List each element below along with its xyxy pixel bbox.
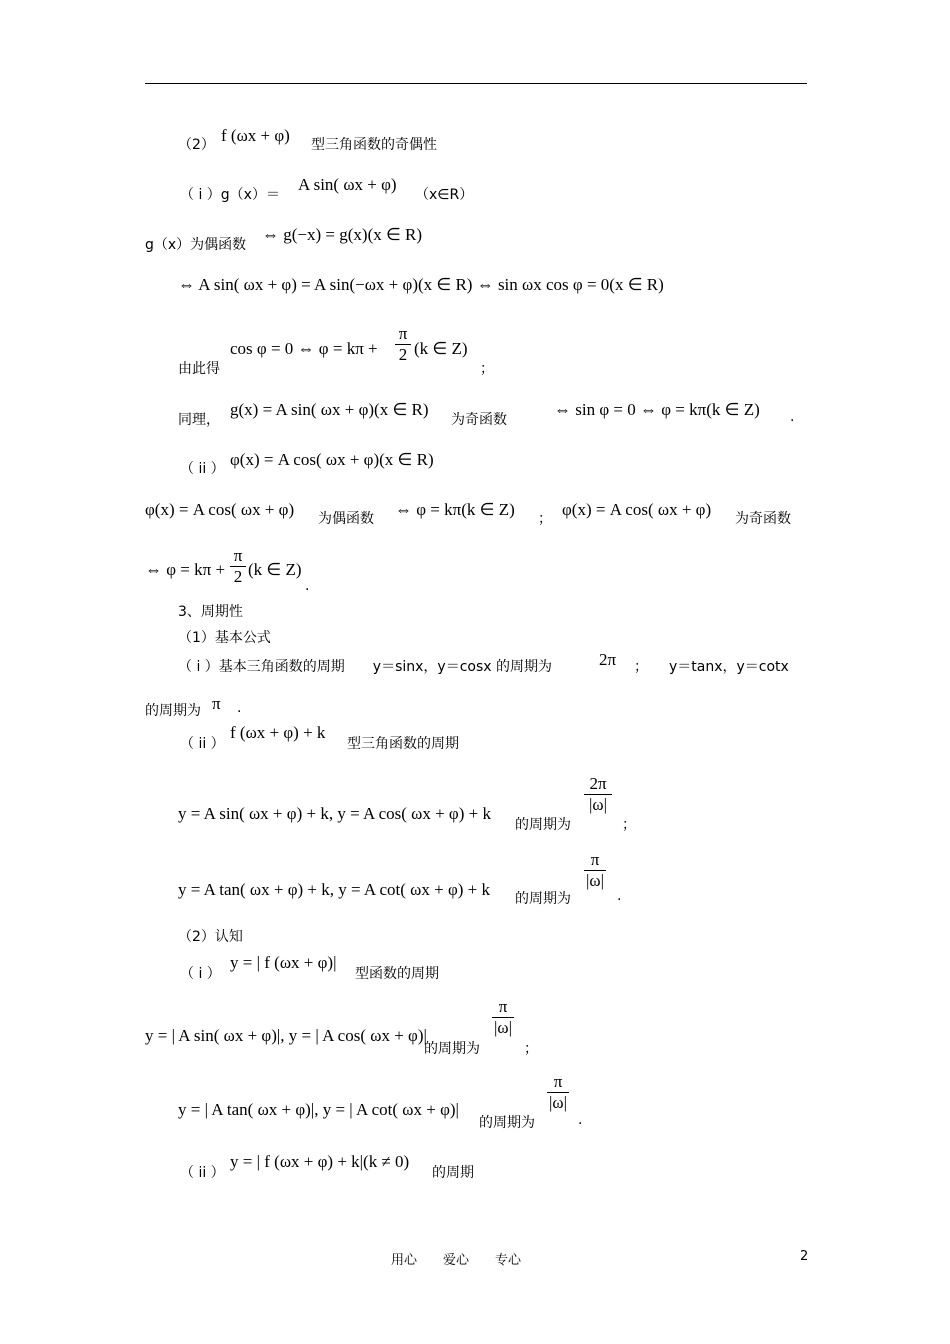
text-b2: 的周期为 [145, 703, 201, 719]
fraction-denominator: |ω| [494, 1018, 512, 1037]
fraction-numerator: π [590, 850, 600, 869]
math-ii2: f (ωx + φ) + k [230, 723, 326, 742]
fraction-denominator: |ω| [586, 871, 604, 890]
fraction-numerator: 2π [589, 774, 607, 793]
math-lk: ⇔ φ = kπ + [145, 560, 226, 579]
text-a1: 的周期为 [424, 1041, 480, 1057]
math-a2: y = | A tan( ωx + φ)|, y = | A cot( ωx + φ)| [178, 1100, 459, 1119]
math-yc-2: (k ∈ Z) [414, 339, 468, 358]
math-y1: y = A sin( ωx + φ) + k, y = A cos( ωx + φ) + k [178, 804, 491, 823]
math-pc: φ(x) = A cos( ωx + φ) [145, 500, 295, 519]
math-tl: g(x) = A sin( ωx + φ)(x ∈ R) [230, 400, 429, 419]
math-r2: y = | f (ωx + φ) + k|(k ≠ 0) [230, 1152, 410, 1171]
punct-b2: . [237, 700, 242, 716]
math-r1: y = | f (ωx + φ)| [230, 953, 337, 972]
math-i1: A sin( ωx + φ) [298, 175, 397, 194]
math-yc: cos φ = 0 ⇔ φ = kπ + [230, 339, 378, 358]
math-tl-2: ⇔ sin φ = 0 ⇔ φ = kπ(k ∈ Z) [554, 400, 760, 419]
subsection-basic: （1）基本公式 [178, 630, 271, 646]
punct-pc: ； [538, 511, 552, 527]
text-b1: （ i ）基本三角函数的周期 y＝sinx，y＝cosx 的周期为 [178, 659, 552, 675]
text-ii2: 型三角函数的周期 [347, 736, 459, 752]
text-r2: 的周期 [432, 1165, 474, 1181]
fraction-denominator: |ω| [549, 1093, 567, 1112]
line-h2-label: （2） [178, 137, 215, 153]
fraction-numerator: π [553, 1072, 563, 1091]
math-lk-2: (k ∈ Z) [248, 560, 302, 579]
math-g1: ⇔ g(−x) = g(x)(x ∈ R) [262, 225, 423, 244]
page-number: 2 [800, 1249, 809, 1264]
math-a1: y = | A sin( ωx + φ)|, y = | A cos( ωx + φ)| [145, 1026, 427, 1045]
section-3-heading: 3、周期性 [178, 604, 243, 620]
math-pc-3: φ(x) = A cos( ωx + φ) [562, 500, 712, 519]
punct-tl: . [790, 409, 795, 425]
line-r2-label: （ ii ） [180, 1165, 225, 1181]
fraction-denominator: 2 [398, 345, 408, 364]
fraction-pi-over-2 [395, 325, 411, 364]
math-b1: 2π [599, 650, 617, 669]
footer-motto: 用心 爱心 专心 [391, 1253, 522, 1268]
punct-y2: . [617, 888, 622, 904]
punct-a1: ； [524, 1041, 538, 1057]
math-ii1: φ(x) = A cos( ωx + φ)(x ∈ R) [230, 450, 434, 469]
text-y1: 的周期为 [515, 817, 571, 833]
text-yc: 由此得 [178, 361, 220, 377]
punct-y1: ； [622, 817, 636, 833]
fraction-pi-over-omega-c [547, 1073, 569, 1112]
math-y2: y = A tan( ωx + φ) + k, y = A cot( ωx + φ) + k [178, 880, 491, 899]
math-pc-2: ⇔ φ = kπ(k ∈ Z) [395, 500, 515, 519]
header-rule [145, 83, 807, 84]
fraction-numerator: π [398, 324, 408, 343]
math-b2: π [212, 694, 221, 713]
text-tl: 同理， [178, 412, 220, 428]
subsection-recognition: （2）认知 [178, 929, 243, 945]
fraction-denominator: 2 [233, 567, 243, 586]
fraction-denominator: |ω| [589, 795, 607, 814]
text-pc-2: 为奇函数 [735, 511, 791, 527]
line-r1-label: （ i ） [180, 966, 221, 982]
fraction-numerator: π [233, 546, 243, 565]
line-i1-label: （ i ）g（x）＝ [180, 187, 280, 203]
punct-yc: ； [480, 361, 494, 377]
text-pc: 为偶函数 [318, 511, 374, 527]
text-a2: 的周期为 [479, 1115, 535, 1131]
fraction-pi-over-omega [584, 851, 606, 890]
text-r1: 型函数的周期 [355, 966, 439, 982]
math-eq1: ⇔ A sin( ωx + φ) = A sin(−ωx + φ)(x ∈ R) ⇔ sin ωx cos φ = 0(x ∈ R) [178, 275, 664, 294]
text-i1: （x∈R） [415, 187, 474, 203]
text-tl-2: 为奇函数 [451, 412, 507, 428]
fraction-pi-over-2-b [230, 547, 246, 586]
line-ii1-label: （ ii ） [180, 461, 225, 477]
fraction-pi-over-omega-b [492, 998, 514, 1037]
punct-lk: . [305, 578, 310, 594]
text-g1: g（x）为偶函数 [145, 237, 247, 253]
text-b1-2: ； y＝tanx，y＝cotx [634, 659, 789, 675]
fraction-2pi-over-omega [584, 775, 612, 814]
fraction-numerator: π [498, 997, 508, 1016]
text-y2: 的周期为 [515, 891, 571, 907]
math-h2: f (ωx + φ) [221, 126, 290, 145]
line-ii2-label: （ ii ） [180, 736, 225, 752]
punct-a2: . [578, 1112, 583, 1128]
text-h2: 型三角函数的奇偶性 [311, 137, 437, 153]
